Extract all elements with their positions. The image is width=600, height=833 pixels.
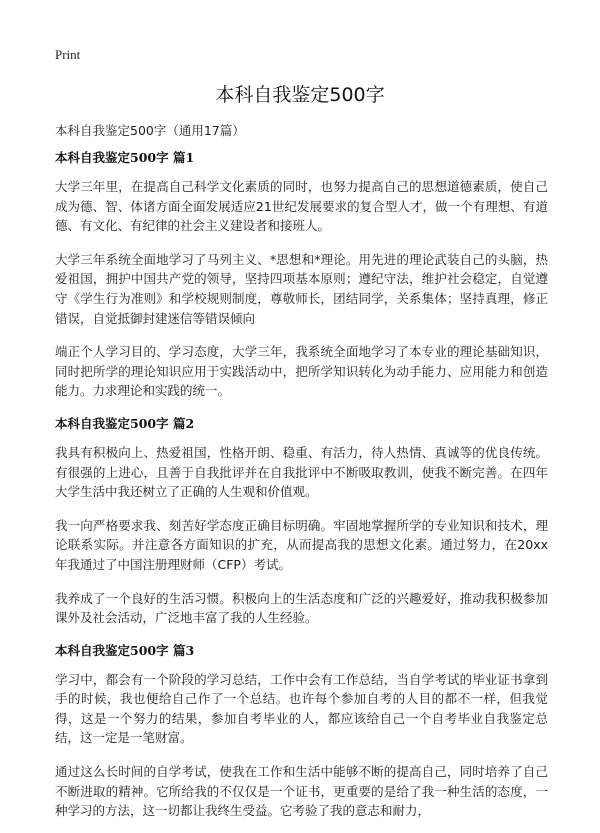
paragraph: 大学三年系统全面地学习了马列主义、*思想和*理论。用先进的理论武装自己的头脑，热爱祖国，拥护中国共产党的领导，坚持四项基本原则；遵纪守法，维护社会稳定，自觉遵守《学生行为准则》和学校规则制度，尊敬师长，团结同学，关系集体；坚持真理，修正错误，自觉抵御封建迷信等错误倾向 bbox=[55, 251, 548, 326]
article-body bbox=[55, 122, 548, 833]
section-heading: 本科自我鉴定500字 篇2 bbox=[55, 415, 195, 431]
section-heading: 本科自我鉴定500字 篇1 bbox=[55, 150, 195, 165]
print-link[interactable]: Print bbox=[55, 47, 81, 62]
section-heading: 本科自我鉴定500字 篇3 bbox=[55, 642, 195, 658]
paragraph: 我养成了一个良好的生活习惯。积极向上的生活态度和广泛的兴趣爱好，推动我积极参加课外及社会活动，广泛地丰富了我的人生经验。 bbox=[55, 590, 548, 626]
paragraph: 大学三年里，在提高自己科学文化素质的同时，也努力提高自己的思想道德素质，使自己成为德、智、体诸方面全面发展适应21世纪发展要求的复合型人才，做一个有理想、有道德、有文化、有纪律的社会主义建设者和接班人。 bbox=[55, 179, 548, 234]
paragraph: 通过这么长时间的自学考试，使我在工作和生活中能够不断的提高自己，同时培养了自己不断进取的精神。它所给我的不仅仅是一个证书，更重要的是给了我一种生活的态度，一种学习的方法，这一切都让我终生受益。它考验了我的意志和耐力， bbox=[55, 764, 548, 819]
paragraph: 端正个人学习目的、学习态度，大学三年，我系统全面地学习了本专业的理论基础知识，同时把所学的理论知识应用于实践活动中，把所学知识转化为动手能力、应用能力和创造能力。力求理论和实践的统一。 bbox=[55, 344, 548, 399]
article-subtitle: 本科自我鉴定500字（通用17篇） bbox=[55, 123, 245, 138]
section-3 bbox=[55, 642, 548, 821]
paragraph: 我一向严格要求我、刻苦好学态度正确目标明确。牢固地掌握所学的专业知识和技术，理论联系实际。并注意各方面知识的扩充，从而提高我的思想文化素。通过努力，在20xx年我通过了中国注册理财师（CFP）考试。 bbox=[55, 517, 548, 572]
paragraph: 学习中，都会有一个阶段的学习总结，工作中会有工作总结，当自学考试的毕业证书拿到手的时候，我也便给自己作了一个总结。也许每个参加自考的人目的都不一样，但我觉得，这是一个努力的结果，参加自考毕业的人，都应该给自己一个自考毕业自我鉴定总结，这一定是一笔财富。 bbox=[55, 671, 548, 746]
section-1 bbox=[55, 149, 548, 401]
paragraph: 我具有积极向上、热爱祖国，性格开朗、稳重、有活力，待人热情、真诚等的优良传统。有很强的上进心，且善于自我批评并在自我批评中不断吸取教训，使我不断完善。在四年大学生活中我还树立了正确的人生观和价值观。 bbox=[55, 444, 548, 500]
section-2 bbox=[55, 415, 548, 628]
page-title: 本科自我鉴定500字 bbox=[215, 84, 385, 106]
